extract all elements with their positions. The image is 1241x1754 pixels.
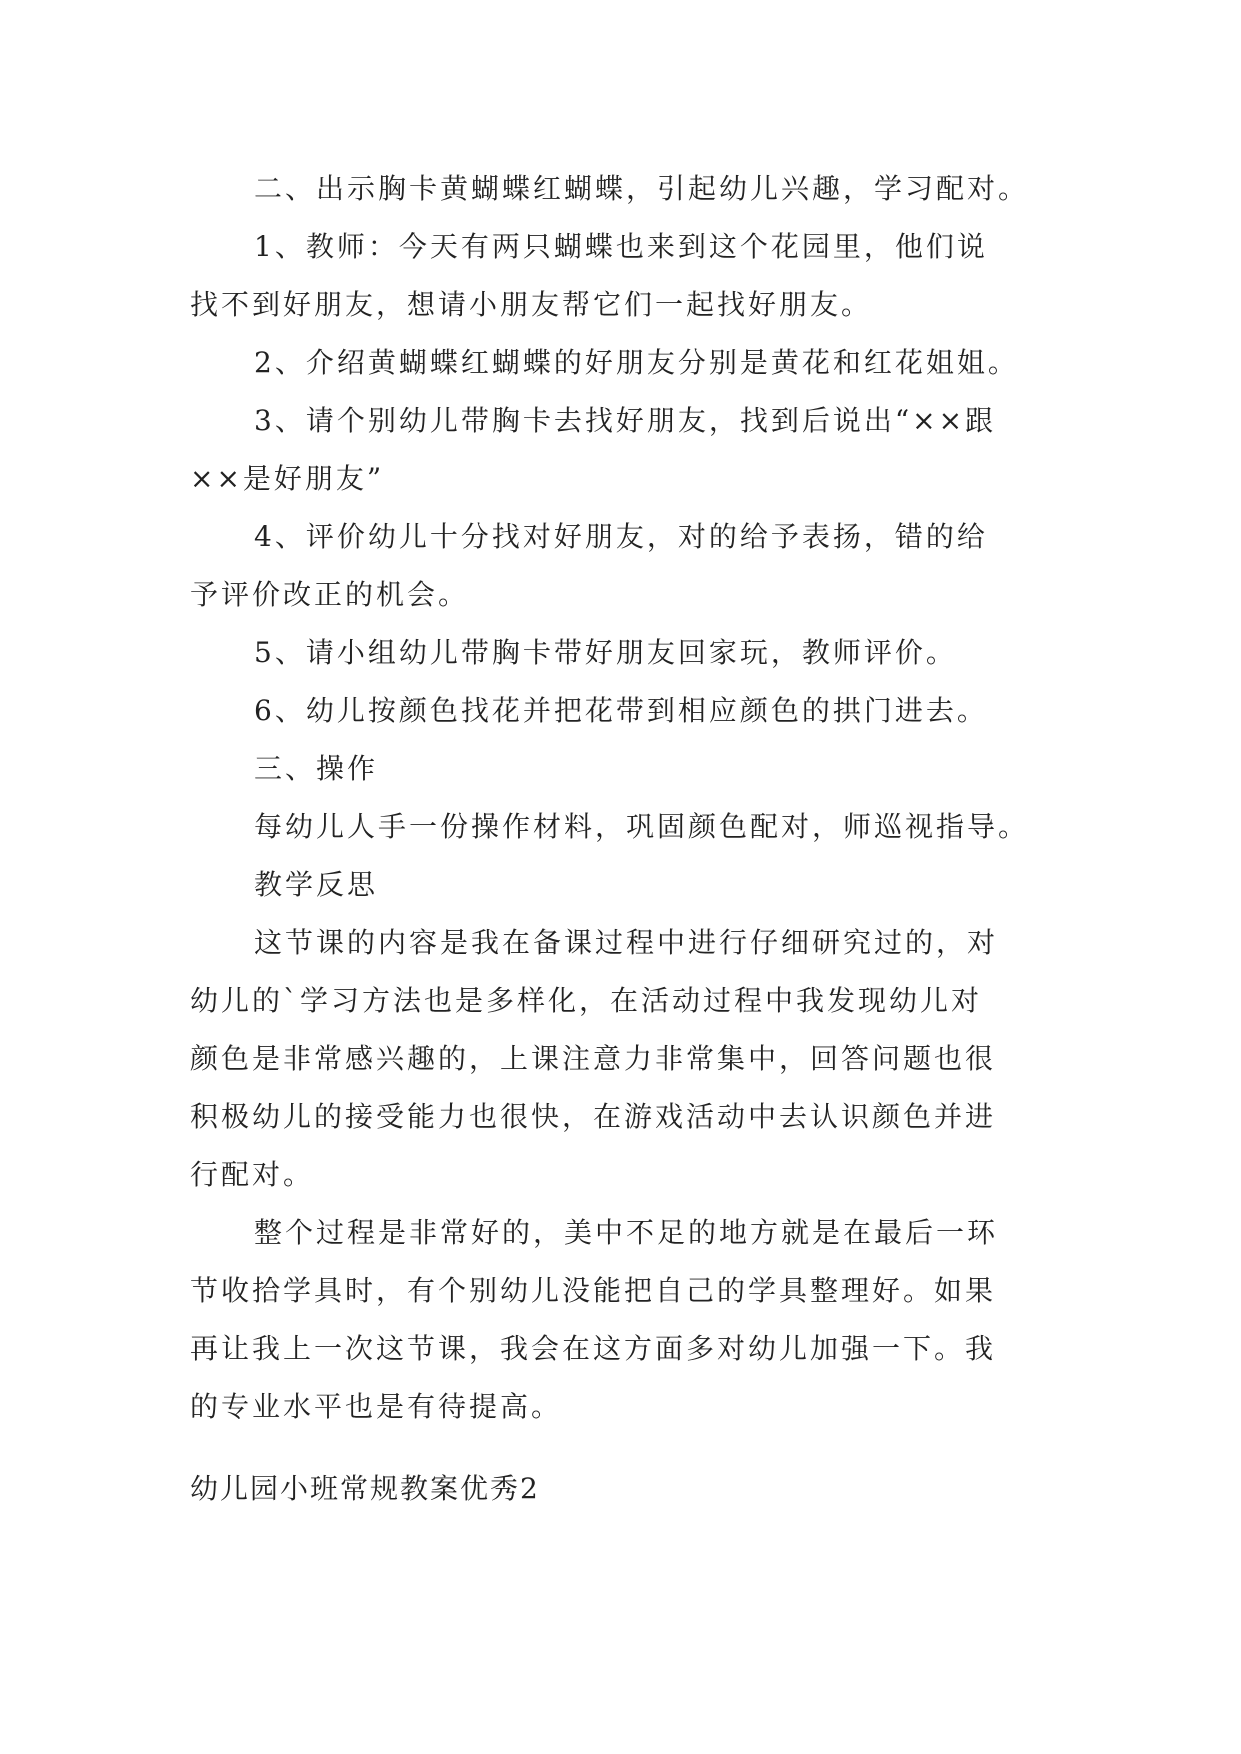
body-line: 积极幼儿的接受能力也很快，在游戏活动中去认识颜色并进 — [190, 1100, 997, 1133]
body-line: 3、请个别幼儿带胸卡去找好朋友，找到后说出“××跟 — [254, 404, 997, 437]
body-line: 每幼儿人手一份操作材料，巩固颜色配对，师巡视指导。 — [254, 810, 1030, 843]
body-line: 5、请小组幼儿带胸卡带好朋友回家玩，教师评价。 — [254, 636, 957, 669]
body-line: 的专业水平也是有待提高。 — [190, 1390, 563, 1423]
body-line: 6、幼儿按颜色找花并把花带到相应颜色的拱门进去。 — [254, 694, 988, 727]
body-line: ××是好朋友” — [190, 462, 385, 495]
body-line: 予评价改正的机会。 — [190, 578, 470, 611]
body-line: 节收拾学具时，有个别幼儿没能把自己的学具整理好。如果 — [190, 1274, 997, 1307]
body-line: 1、教师：今天有两只蝴蝶也来到这个花园里，他们说 — [254, 230, 988, 263]
body-line: 行配对。 — [190, 1158, 315, 1191]
section-heading-reflection: 教学反思 — [254, 868, 379, 901]
body-line: 幼儿的`学习方法也是多样化，在活动过程中我发现幼儿对 — [190, 984, 983, 1017]
body-line: 找不到好朋友，想请小朋友帮它们一起找好朋友。 — [190, 288, 873, 321]
body-line: 4、评价幼儿十分找对好朋友，对的给予表扬，错的给 — [254, 520, 988, 553]
body-line: 再让我上一次这节课，我会在这方面多对幼儿加强一下。我 — [190, 1332, 997, 1365]
body-line: 颜色是非常感兴趣的，上课注意力非常集中，回答问题也很 — [190, 1042, 997, 1075]
body-line: 2、介绍黄蝴蝶红蝴蝶的好朋友分别是黄花和红花姐姐。 — [254, 346, 1019, 379]
body-line: 整个过程是非常好的，美中不足的地方就是在最后一环 — [254, 1216, 999, 1249]
section-heading-operation: 三、操作 — [254, 752, 379, 785]
document-body — [190, 160, 1050, 1436]
next-section-title: 幼儿园小班常规教案优秀2 — [190, 1472, 540, 1505]
body-line: 这节课的内容是我在备课过程中进行仔细研究过的，对 — [254, 926, 999, 959]
body-line: 二、出示胸卡黄蝴蝶红蝴蝶，引起幼儿兴趣，学习配对。 — [254, 172, 1030, 205]
